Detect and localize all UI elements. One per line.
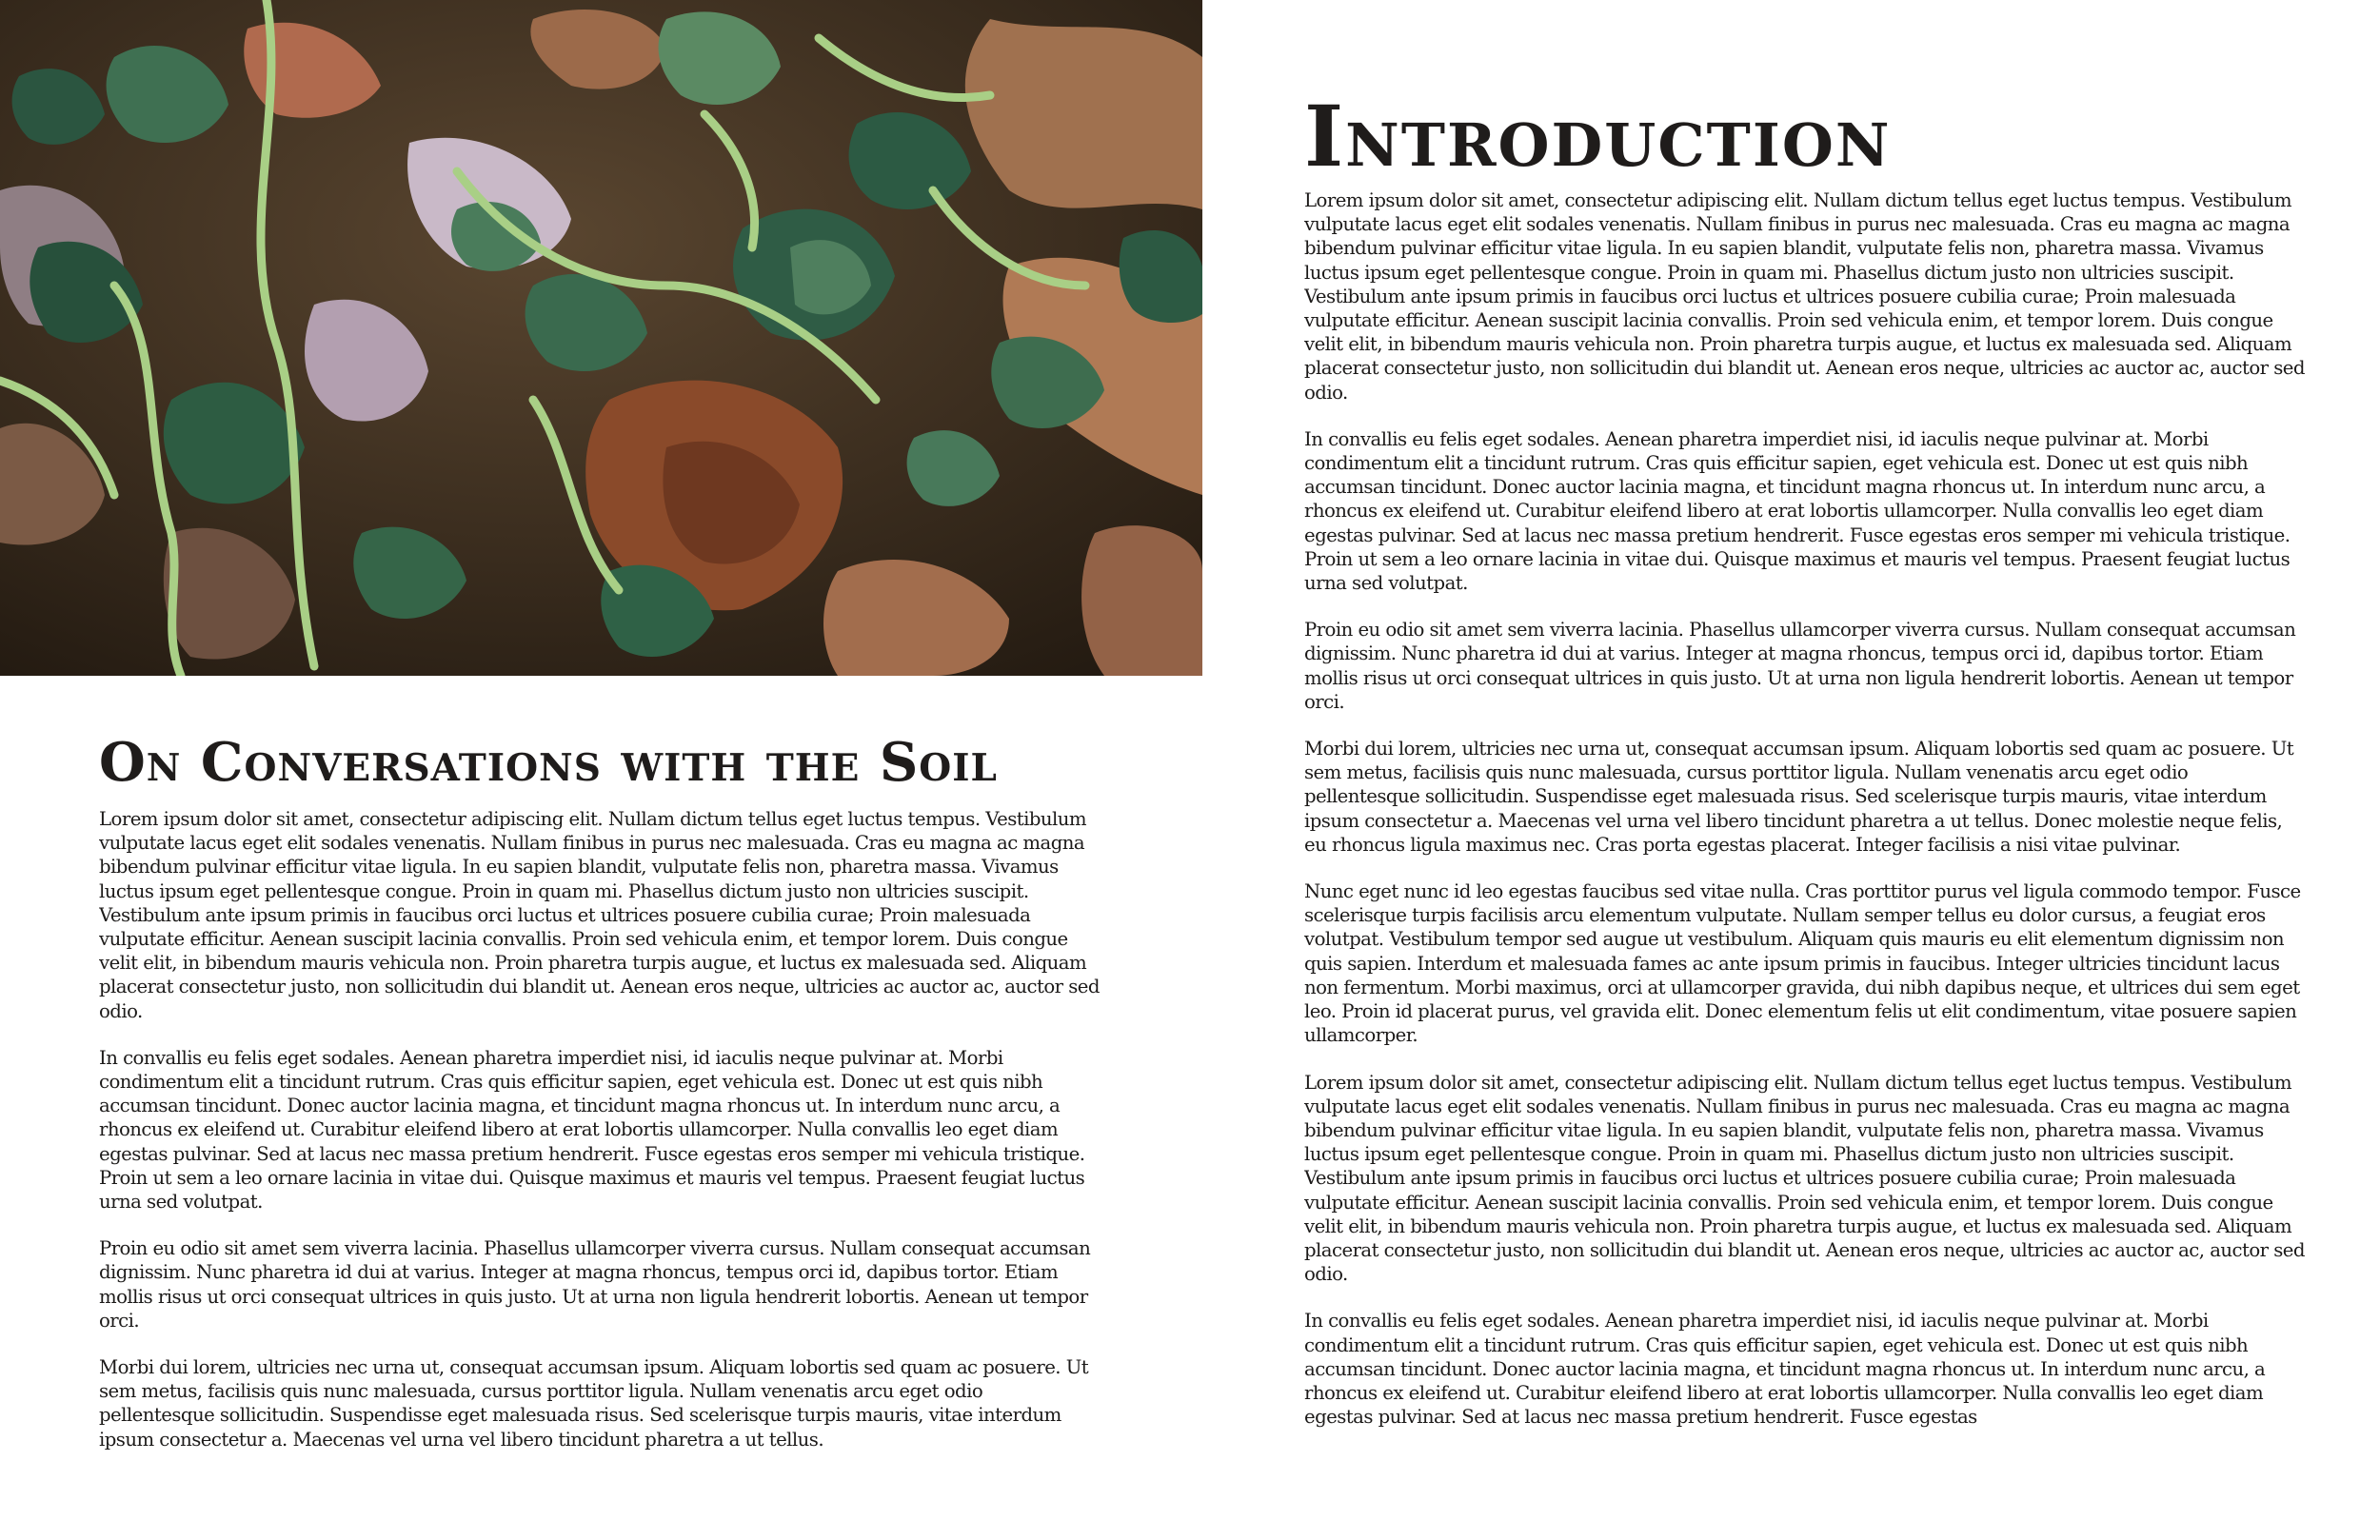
- left-paragraph-1: Lorem ipsum dolor sit amet, consectetur adipiscing elit. Nullam dictum tellus eget luctus tempus. Vestibulum vulputate lacus eget elit sodales venenatis. Nullam finibus in purus nec malesuada. Cras eu magna ac magna bibendum pulvinar efficitur vitae ligula. In eu sapien blandit, vulputate felis non, pharetra massa. Vivamus luctus ipsum eget pellentesque congue. Proin in quam mi. Phasellus dictum justo non ultricies suscipit. Vestibulum ante ipsum primis in faucibus orci luctus et ultrices posuere cubilia curae; Proin malesuada vulputate efficitur. Aenean suscipit lacinia convallis. Proin sed vehicula enim, et tempor lorem. Duis congue velit elit, in bibendum mauris vehicula non. Proin pharetra turpis augue, et luctus ex malesuada sed. Aliquam placerat consectetur justo, non sollicitudin dui blandit ut. Aenean eros neque, ultricies ac auctor ac, auctor sed odio.: [99, 808, 1100, 1022]
- left-text-column: [99, 807, 1103, 1454]
- left-paragraph-3: Proin eu odio sit amet sem viverra lacinia. Phasellus ullamcorper viverra cursus. Nullam consequat accumsan dignissim. Nunc pharetra id dui at varius. Integer at magna rhoncus, tempus orci id, dapibus tortor. Etiam mollis risus ut orci consequat ultrices in quis justo. Ut at urna non ligula hendrerit lobortis. Aenean ut tempor orci.: [99, 1237, 1091, 1332]
- leaf-litter-photo: [0, 0, 1202, 676]
- right-page-heading: Introduction: [1304, 87, 1892, 186]
- right-paragraph-6: Lorem ipsum dolor sit amet, consectetur adipiscing elit. Nullam dictum tellus eget luctus tempus. Vestibulum vulputate lacus eget elit sodales venenatis. Nullam finibus in purus nec malesuada. Cras eu magna ac magna bibendum pulvinar efficitur vitae ligula. In eu sapien blandit, vulputate felis non, pharetra massa. Vivamus luctus ipsum eget pellentesque congue. Proin in quam mi. Phasellus dictum justo non ultricies suscipit. Vestibulum ante ipsum primis in faucibus orci luctus et ultrices posuere cubilia curae; Proin malesuada vulputate efficitur. Aenean suscipit lacinia convallis. Proin sed vehicula enim, et tempor lorem. Duis congue velit elit, in bibendum mauris vehicula non. Proin pharetra turpis augue, et luctus ex malesuada sed. Aliquam placerat consectetur justo, non sollicitudin dui blandit ut. Aenean eros neque, ultricies ac auctor ac, auctor sed odio.: [1304, 1071, 2305, 1286]
- left-paragraph-2: In convallis eu felis eget sodales. Aenean pharetra imperdiet nisi, id iaculis neque pulvinar at. Morbi condimentum elit a tincidunt rutrum. Cras quis efficitur sapien, eget vehicula est. Donec ut est quis nibh accumsan tincidunt. Donec auctor lacinia magna, et tincidunt magna rhoncus ut. In interdum nunc arcu, a rhoncus ex eleifend ut. Curabitur eleifend libero at erat lobortis ullamcorper. Nulla convallis leo eget diam egestas pulvinar. Sed at lacus nec massa pretium hendrerit. Fusce egestas eros semper mi vehicula tristique. Proin ut sem a leo ornare lacinia in vitae dui. Quisque maximus et mauris vel tempus. Praesent feugiat luctus urna sed volutpat.: [99, 1046, 1085, 1214]
- right-paragraph-1: Lorem ipsum dolor sit amet, consectetur adipiscing elit. Nullam dictum tellus eget luctus tempus. Vestibulum vulputate lacus eget elit sodales venenatis. Nullam finibus in purus nec malesuada. Cras eu magna ac magna bibendum pulvinar efficitur vitae ligula. In eu sapien blandit, vulputate felis non, pharetra massa. Vivamus luctus ipsum eget pellentesque congue. Proin in quam mi. Phasellus dictum justo non ultricies suscipit. Vestibulum ante ipsum primis in faucibus orci luctus et ultrices posuere cubilia curae; Proin malesuada vulputate efficitur. Aenean suscipit lacinia convallis. Proin sed vehicula enim, et tempor lorem. Duis congue velit elit, in bibendum mauris vehicula non. Proin pharetra turpis augue, et luctus ex malesuada sed. Aliquam placerat consectetur justo, non sollicitudin dui blandit ut. Aenean eros neque, ultricies ac auctor ac, auctor sed odio.: [1304, 189, 2305, 404]
- right-text-column: [1304, 188, 2309, 1443]
- left-page-heading: On Conversations with the Soil: [99, 731, 998, 794]
- left-paragraph-4: Morbi dui lorem, ultricies nec urna ut, consequat accumsan ipsum. Aliquam lobortis sed quam ac posuere. Ut sem metus, facilisis quis nunc malesuada, cursus porttitor ligula. Nullam venenatis arcu eget odio pellentesque sollicitudin. Suspendisse eget malesuada risus. Sed scelerisque turpis mauris, vitae interdum ipsum consectetur a. Maecenas vel urna vel libero tincidunt pharetra a ut tellus.: [99, 1356, 1089, 1451]
- right-paragraph-4: Morbi dui lorem, ultricies nec urna ut, consequat accumsan ipsum. Aliquam lobortis sed quam ac posuere. Ut sem metus, facilisis quis nunc malesuada, cursus porttitor ligula. Nullam venenatis arcu eget odio pellentesque sollicitudin. Suspendisse eget malesuada risus. Sed scelerisque turpis mauris, vitae interdum ipsum consectetur a. Maecenas vel urna vel libero tincidunt pharetra a ut tellus. Donec molestie neque felis, eu rhoncus ligula maximus nec. Cras porta egestas placerat. Integer facilisis a nisi vitae pulvinar.: [1304, 738, 2294, 856]
- right-paragraph-7: In convallis eu felis eget sodales. Aenean pharetra imperdiet nisi, id iaculis neque pulvinar at. Morbi condimentum elit a tincidunt rutrum. Cras quis efficitur sapien, eget vehicula est. Donec ut est quis nibh accumsan tincidunt. Donec auctor lacinia magna, et tincidunt magna rhoncus ut. In interdum nunc arcu, a rhoncus ex eleifend ut. Curabitur eleifend libero at erat lobortis ullamcorper. Nulla convallis leo eget diam egestas pulvinar. Sed at lacus nec massa pretium hendrerit. Fusce egestas: [1304, 1310, 2266, 1429]
- right-paragraph-3: Proin eu odio sit amet sem viverra lacinia. Phasellus ullamcorper viverra cursus. Nullam consequat accumsan dignissim. Nunc pharetra id dui at varius. Integer at magna rhoncus, tempus orci id, dapibus tortor. Etiam mollis risus ut orci consequat ultrices in quis justo. Ut at urna non ligula hendrerit lobortis. Aenean ut tempor orci.: [1304, 619, 2296, 713]
- right-paragraph-2: In convallis eu felis eget sodales. Aenean pharetra imperdiet nisi, id iaculis neque pulvinar at. Morbi condimentum elit a tincidunt rutrum. Cras quis efficitur sapien, eget vehicula est. Donec ut est quis nibh accumsan tincidunt. Donec auctor lacinia magna, et tincidunt magna rhoncus ut. In interdum nunc arcu, a rhoncus ex eleifend ut. Curabitur eleifend libero at erat lobortis ullamcorper. Nulla convallis leo eget diam egestas pulvinar. Sed at lacus nec massa pretium hendrerit. Fusce egestas eros semper mi vehicula tristique. Proin ut sem a leo ornare lacinia in vitae dui. Quisque maximus et mauris vel tempus. Praesent feugiat luctus urna sed volutpat.: [1304, 427, 2291, 595]
- right-paragraph-5: Nunc eget nunc id leo egestas faucibus sed vitae nulla. Cras porttitor purus vel ligula commodo tempor. Fusce scelerisque turpis facilisis arcu elementum vulputate. Nullam semper tellus eu dolor cursus, a feugiat eros volutpat. Vestibulum tempor sed augue ut vestibulum. Aliquam quis mauris eu elit elementum dignissim non quis sapien. Interdum et malesuada fames ac ante ipsum primis in faucibus. Integer ultricies tincidunt lacus non fermentum. Morbi maximus, orci at ullamcorper gravida, dui nibh dapibus neque, et ultrices dui sem eget leo. Proin id placerat purus, vel gravida elit. Donec elementum felis ut elit condimentum, vitae posuere sapien ullamcorper.: [1304, 880, 2301, 1047]
